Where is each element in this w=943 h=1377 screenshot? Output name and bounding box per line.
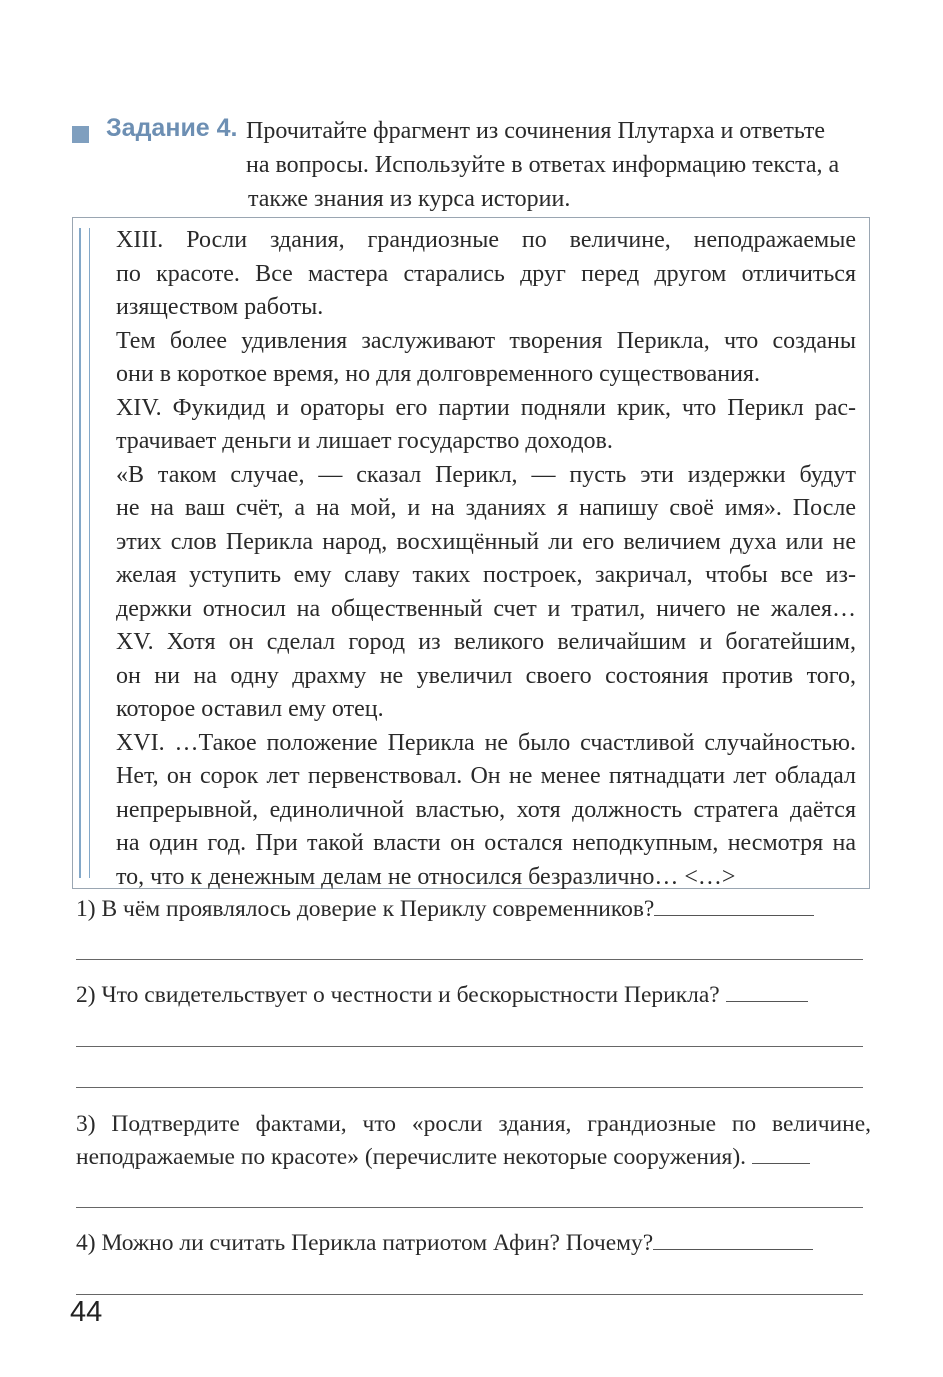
task-instructions (246, 114, 871, 216)
question-3-text-line-2: неподражаемые по красоте» (перечислите некоторые сооружения). (76, 1144, 747, 1170)
excerpt-box (72, 217, 870, 889)
excerpt-line: на один год. При такой власти он остался неподкупным, несмотря на (116, 830, 856, 856)
answer-blank[interactable] (752, 1143, 810, 1164)
excerpt-line: которое оставил ему отец. (116, 696, 384, 722)
question-2 (76, 979, 871, 1012)
question-3 (76, 1108, 871, 1174)
excerpt-line: трачивает деньги и лишает государство доходов. (116, 428, 613, 454)
answer-line[interactable] (76, 1046, 863, 1047)
excerpt-line: желая уступить ему славу таких построек, закричал, чтобы все из- (116, 562, 856, 588)
answer-blank[interactable] (726, 981, 808, 1002)
excerpt-line: держки относил на общественный счет и тратил, ничего не жалея… (116, 595, 856, 622)
excerpt-line: изяществом работы. (116, 294, 324, 320)
excerpt-line: по красоте. Все мастера старались друг перед другом отличиться (116, 260, 856, 287)
excerpt-line: «В таком случае, — сказал Перикл, — пусть эти издержки будут (116, 461, 856, 488)
excerpt-line: Тем более удивления заслуживают творения Перикла, что созданы (116, 327, 856, 354)
task-label: Задание 4. (106, 114, 238, 142)
question-3-text-line-1: 3) Подтвердите фактами, что «росли здания, грандиозные по величине, (76, 1111, 871, 1137)
answer-line[interactable] (76, 959, 863, 960)
question-1-text: 1) В чём проявлялось доверие к Периклу современников? (76, 896, 655, 922)
question-4-text: 4) Можно ли считать Перикла патриотом Афин? Почему? (76, 1230, 654, 1256)
excerpt-line: непрерывной, единоличной властью, хотя должность стратега даётся (116, 796, 856, 823)
task-header (70, 112, 890, 222)
question-2-text: 2) Что свидетельствует о честности и бескорыстности Перикла? (76, 982, 720, 1008)
task-text-line: Прочитайте фрагмент из сочинения Плутарха и ответьте (246, 118, 826, 144)
excerpt-line: XVI. …Такое положение Перикла не было счастливой случайностью. (116, 729, 856, 756)
answer-line[interactable] (76, 1087, 863, 1088)
excerpt-line: XIII. Росли здания, грандиозные по величине, неподражаемые (116, 227, 856, 253)
excerpt-line: XV. Хотя он сделал город из великого величайшим и богатейшим, (116, 629, 856, 655)
task-text-line: также знания из курса истории. (248, 186, 571, 212)
excerpt-line: то, что к денежным делам не относился безразлично… <…> (116, 863, 736, 890)
excerpt-line: не на ваш счёт, а на мой, и на зданиях я напишу своё имя». После (116, 495, 856, 521)
excerpt-line: они в короткое время, но для долговременного существования. (116, 361, 760, 387)
answer-line[interactable] (76, 1207, 863, 1208)
page-number: 44 (70, 1296, 103, 1328)
excerpt-line: он ни на одну драхму не увеличил своего состояния против того, (116, 662, 856, 689)
question-1 (76, 893, 871, 926)
task-marker-square (72, 126, 89, 143)
excerpt-line: XIV. Фукидид и ораторы его партии подняли крик, что Перикл рас- (116, 394, 856, 421)
excerpt-text (116, 224, 856, 894)
task-text-line: на вопросы. Используйте в ответах информацию текста, а (246, 152, 840, 178)
excerpt-line: этих слов Перикла народ, восхищённый ли его величием духа или не (116, 528, 856, 555)
answer-blank[interactable] (653, 1229, 813, 1250)
decorative-border-pattern (79, 228, 95, 878)
question-4 (76, 1227, 871, 1260)
excerpt-line: Нет, он сорок лет первенствовал. Он не менее пятнадцати лет обладал (116, 763, 856, 789)
answer-blank[interactable] (654, 895, 814, 916)
answer-line[interactable] (76, 1294, 863, 1295)
